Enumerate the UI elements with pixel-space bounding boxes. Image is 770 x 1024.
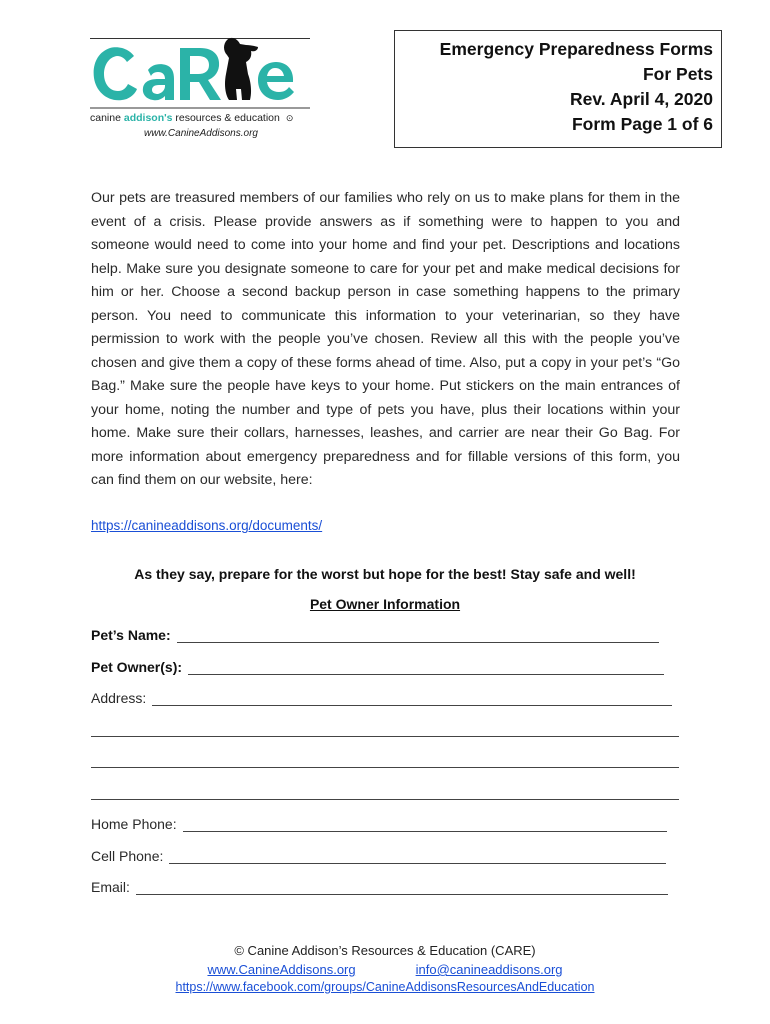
care-logo xyxy=(90,34,312,144)
address-line-3[interactable] xyxy=(91,767,679,768)
section-title: Pet Owner Information xyxy=(309,596,461,612)
care-logo-wordmark xyxy=(90,34,312,114)
address-field xyxy=(91,690,672,708)
pets-name-input-line[interactable] xyxy=(177,629,659,643)
email-input-line[interactable] xyxy=(136,881,668,895)
logo-url: www.CanineAddisons.org xyxy=(144,128,258,139)
logo-tagline-highlight: addison's xyxy=(123,112,173,124)
cell-phone-field xyxy=(91,848,666,866)
address-line-2[interactable] xyxy=(91,736,679,737)
home-phone-label: Home Phone: xyxy=(91,816,177,832)
logo-tagline xyxy=(90,112,312,125)
pets-name-field xyxy=(91,627,659,645)
address-line-4[interactable] xyxy=(91,799,679,800)
pet-owners-label: Pet Owner(s): xyxy=(91,659,183,675)
pet-owners-field xyxy=(91,659,664,677)
documents-link[interactable]: https://canineaddisons.org/documents/ xyxy=(91,518,323,533)
pets-name-label: Pet’s Name: xyxy=(91,627,171,643)
motto: As they say, prepare for the worst but hope for the best! Stay safe and well! xyxy=(134,566,636,582)
home-phone-field xyxy=(91,816,667,834)
intro-paragraph: Our pets are treasured members of our families who rely on us to make plans for them in the event of a crisis. Please provide answers as if something were to happen to you and someone would need to come into your home and find your pet. Descriptions and locations help. Make sure you designate someone to care for your pet and make medical decisions for him or her. Choose a second backup person in case something happens to the primary person. You need to communicate this information to your veterinarian, so they have permission to work with the people you’ve chosen. Review all this with the people you’ve chosen and give them a copy of these forms ahead of time. Also, put a copy in your pet’s “Go Bag.” Make sure the people have keys to your home. Put stickers on the main entrances of your home, noting the number and type of pets you have, plus their locations within your home. Make sure their collars, harnesses, leashes, and carrier are near their Go Bag. For more information about emergency preparedness and for fillable versions of this form, you can find them on our website, here: xyxy=(91,190,680,488)
home-phone-input-line[interactable] xyxy=(183,818,667,832)
footer-facebook-link[interactable]: https://www.facebook.com/groups/CanineAddisonsResourcesAndEducation xyxy=(175,980,595,994)
cell-phone-input-line[interactable] xyxy=(169,850,666,864)
form-header-title: Emergency Preparedness Forms xyxy=(439,39,713,59)
form-header-revision: Rev. April 4, 2020 xyxy=(570,89,713,109)
form-header-subtitle: For Pets xyxy=(642,64,713,84)
logo-tagline-suffix: resources & education xyxy=(172,112,280,124)
footer-email-link[interactable]: info@canineaddisons.org xyxy=(415,962,563,977)
cell-phone-label: Cell Phone: xyxy=(91,848,164,864)
footer-facebook xyxy=(0,980,770,994)
logo-tagline-prefix: canine xyxy=(90,112,124,124)
address-label: Address: xyxy=(91,690,147,706)
address-input-line[interactable] xyxy=(152,692,672,706)
footer-copyright: © Canine Addison’s Resources & Education (CARE) xyxy=(234,943,536,958)
email-field xyxy=(91,879,668,897)
pet-owners-input-line[interactable] xyxy=(188,661,664,675)
footer-links xyxy=(0,962,770,977)
footer-website-link[interactable]: www.CanineAddisons.org xyxy=(207,962,356,977)
form-header-page: Form Page 1 of 6 xyxy=(571,114,713,134)
logo-symbol-icon: ⊙ xyxy=(285,113,294,123)
email-label: Email: xyxy=(91,879,130,895)
form-header-box xyxy=(394,30,722,148)
